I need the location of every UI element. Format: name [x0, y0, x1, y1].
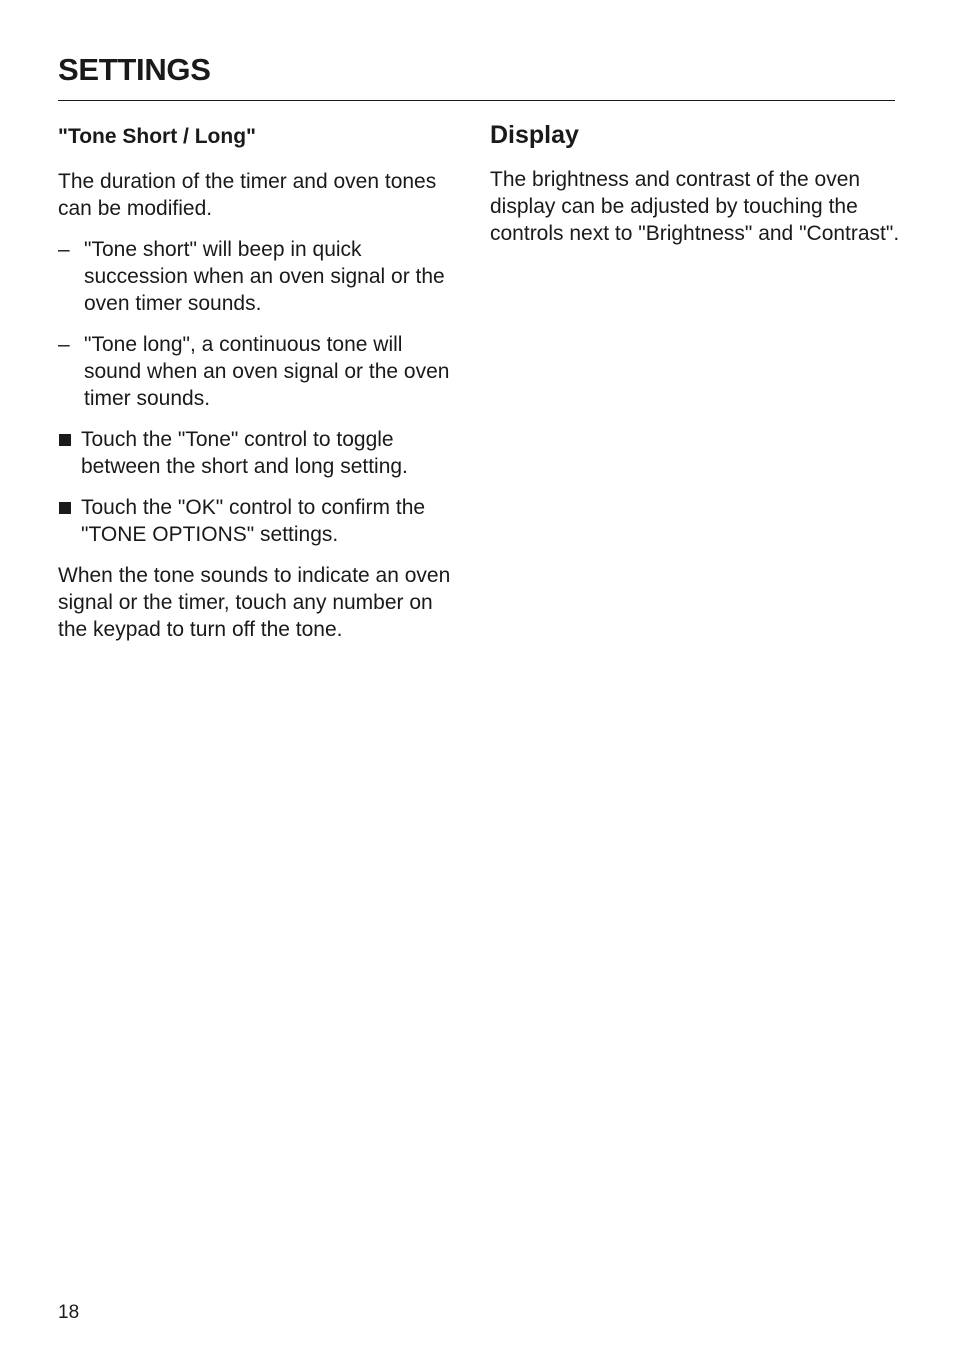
title-divider: [58, 100, 895, 101]
left-column: [58, 122, 458, 657]
display-heading: Display: [490, 121, 579, 149]
instruction-step: [58, 494, 458, 548]
list-item-text: "Tone long", a continuous tone will sound when an oven signal or the oven timer sounds.: [84, 333, 450, 410]
square-bullet-icon: [59, 502, 71, 514]
list-item: [58, 236, 458, 317]
display-paragraph: The brightness and contrast of the oven display can be adjusted by touching the controls next to "Brightness" and "Contrast".: [490, 168, 900, 245]
instruction-text: Touch the "Tone" control to toggle between the short and long setting.: [81, 428, 408, 478]
list-item-text: "Tone short" will beep in quick succession when an oven signal or the oven timer sounds.: [84, 238, 445, 315]
right-column: [490, 118, 900, 261]
tone-options-list: [58, 236, 458, 412]
instruction-text: Touch the "OK" control to confirm the "TONE OPTIONS" settings.: [81, 496, 426, 546]
page-title: SETTINGS: [58, 52, 211, 87]
page-number: 18: [58, 1302, 80, 1323]
dash-icon: –: [58, 238, 70, 261]
instruction-steps: [58, 426, 458, 548]
tone-closing-paragraph: When the tone sounds to indicate an oven signal or the timer, touch any number on the keypad to turn off the tone.: [58, 564, 451, 641]
list-item: [58, 331, 458, 412]
dash-icon: –: [58, 333, 70, 356]
tone-subheading: "Tone Short / Long": [58, 125, 256, 148]
tone-intro-paragraph: The duration of the timer and oven tones can be modified.: [58, 170, 437, 220]
square-bullet-icon: [59, 434, 71, 446]
instruction-step: [58, 426, 458, 480]
